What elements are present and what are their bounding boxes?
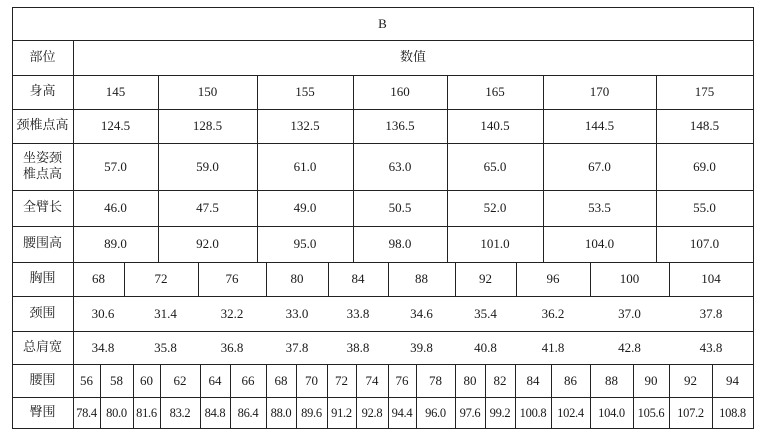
value-cell: 104.0: [598, 405, 625, 420]
value-cell: 41.8: [541, 339, 565, 355]
value-cell: 175: [694, 84, 715, 99]
value-cell: 47.5: [196, 200, 219, 215]
value-cell: 36.8: [220, 339, 244, 355]
value-cell: 37.8: [285, 339, 309, 355]
value-cell: 96.0: [425, 405, 446, 420]
value-cell: 68: [92, 271, 105, 286]
value-cell: 52.0: [483, 200, 507, 215]
value-cell: 65.0: [483, 158, 507, 174]
value-cell: 38.8: [346, 339, 370, 355]
table-title: B: [378, 15, 387, 31]
table-border-right: [753, 7, 754, 429]
value-cell: 46.0: [104, 200, 127, 215]
value-cell: 107.2: [677, 405, 704, 420]
value-cell: 90: [644, 372, 658, 388]
row-label: 胸围: [29, 271, 56, 286]
row-label: 腰围高: [22, 236, 62, 251]
value-cell: 97.6: [459, 405, 481, 420]
value-cell: 80: [290, 271, 304, 286]
value-cell: 81.6: [136, 405, 157, 420]
value-cell: 104: [701, 271, 721, 286]
value-cell: 165: [485, 84, 505, 99]
value-cell: 80: [463, 372, 477, 388]
value-cell: 74: [365, 372, 379, 388]
value-cell: 32.2: [220, 305, 244, 321]
value-cell: 88: [415, 271, 428, 286]
row-rule: [12, 428, 754, 429]
header-value: 数值: [399, 49, 426, 65]
value-cell: 58: [110, 372, 123, 388]
value-cell: 53.5: [588, 200, 611, 215]
value-cell: 69.0: [693, 158, 716, 174]
value-cell: 92: [479, 271, 492, 286]
value-cell: 108.8: [719, 405, 746, 420]
value-cell: 35.8: [154, 339, 177, 355]
value-cell: 155: [295, 84, 315, 99]
value-cell: 170: [589, 84, 610, 99]
row-label: 臀围: [29, 404, 56, 420]
value-cell: 33.0: [285, 305, 309, 321]
value-cell: 72: [335, 372, 348, 388]
value-cell: 49.0: [293, 200, 317, 215]
value-cell: 94.4: [391, 405, 413, 420]
row-label: 腰围: [29, 372, 56, 388]
value-cell: 105.6: [637, 405, 665, 420]
value-cell: 107.0: [689, 236, 720, 251]
value-cell: 42.8: [618, 339, 641, 355]
value-cell: 59.0: [196, 158, 219, 174]
value-cell: 62: [173, 372, 187, 388]
value-cell: 30.6: [91, 305, 115, 321]
value-cell: 39.8: [410, 339, 433, 355]
value-cell: 78.4: [76, 405, 97, 420]
value-cell: 92.8: [361, 405, 383, 420]
value-cell: 72: [154, 271, 168, 286]
value-cell: 124.5: [100, 118, 131, 133]
value-cell: 35.4: [474, 305, 497, 321]
value-cell: 83.2: [169, 405, 191, 420]
value-cell: 36.2: [541, 305, 565, 321]
value-cell: 91.2: [331, 405, 352, 420]
value-cell: 144.5: [584, 118, 615, 133]
row-label: 颈椎点高: [16, 118, 69, 133]
value-cell: 100.8: [519, 405, 547, 420]
value-cell: 88: [605, 372, 618, 388]
value-cell: 50.5: [388, 200, 412, 215]
value-cell: 33.8: [346, 305, 370, 321]
value-cell: 78: [429, 372, 442, 388]
value-cell: 76: [395, 372, 409, 388]
row-label: 全臂长: [22, 200, 62, 215]
value-cell: 55.0: [693, 200, 716, 215]
value-cell: 98.0: [388, 236, 412, 251]
value-cell: 132.5: [290, 118, 320, 133]
value-cell: 136.5: [385, 118, 415, 133]
value-cell: 102.4: [557, 405, 584, 420]
value-cell: 86: [564, 372, 577, 388]
value-cell: 31.4: [154, 305, 177, 321]
value-cell: 96: [546, 271, 560, 286]
value-cell: 101.0: [480, 236, 510, 251]
value-cell: 68: [274, 372, 288, 388]
row-label: 颈围: [29, 305, 56, 321]
value-cell: 150: [197, 84, 218, 99]
value-cell: 89.0: [104, 236, 127, 251]
value-cell: 92.0: [196, 236, 219, 251]
value-cell: 89.6: [301, 405, 322, 420]
value-cell: 64: [208, 372, 222, 388]
value-cell: 148.5: [689, 118, 720, 133]
value-cell: 61.0: [293, 158, 317, 174]
value-cell: 86.4: [237, 405, 259, 420]
value-cell: 37.8: [699, 305, 723, 321]
value-cell: 70: [305, 372, 318, 388]
value-cell: 67.0: [588, 158, 611, 174]
value-cell: 34.6: [410, 305, 433, 321]
row-label: 坐姿颈椎点高: [22, 150, 62, 182]
value-cell: 104.0: [584, 236, 615, 251]
value-cell: 128.5: [192, 118, 223, 133]
value-cell: 160: [390, 84, 410, 99]
row-label: 身高: [29, 84, 56, 99]
value-cell: 43.8: [699, 339, 723, 355]
value-cell: 80.0: [106, 405, 127, 420]
value-cell: 57.0: [104, 158, 127, 174]
value-cell: 84: [351, 271, 365, 286]
value-cell: 84.8: [204, 405, 226, 420]
value-cell: 76: [225, 271, 239, 286]
value-cell: 88.0: [270, 405, 292, 420]
value-cell: 56: [80, 372, 93, 388]
value-cell: 140.5: [480, 118, 510, 133]
value-cell: 95.0: [293, 236, 317, 251]
value-cell: 92: [684, 372, 697, 388]
value-cell: 145: [105, 84, 126, 99]
value-cell: 63.0: [388, 158, 412, 174]
header-part: 部位: [29, 49, 56, 65]
value-cell: 34.8: [91, 339, 115, 355]
value-cell: 37.0: [618, 305, 641, 321]
value-cell: 60: [140, 372, 153, 388]
value-cell: 94: [726, 372, 739, 388]
value-cell: 66: [241, 372, 255, 388]
value-cell: 100: [619, 271, 640, 286]
value-cell: 84: [526, 372, 540, 388]
value-cell: 40.8: [474, 339, 497, 355]
value-cell: 82: [493, 372, 507, 388]
row-label: 总肩宽: [22, 339, 62, 355]
value-cell: 99.2: [489, 405, 511, 420]
